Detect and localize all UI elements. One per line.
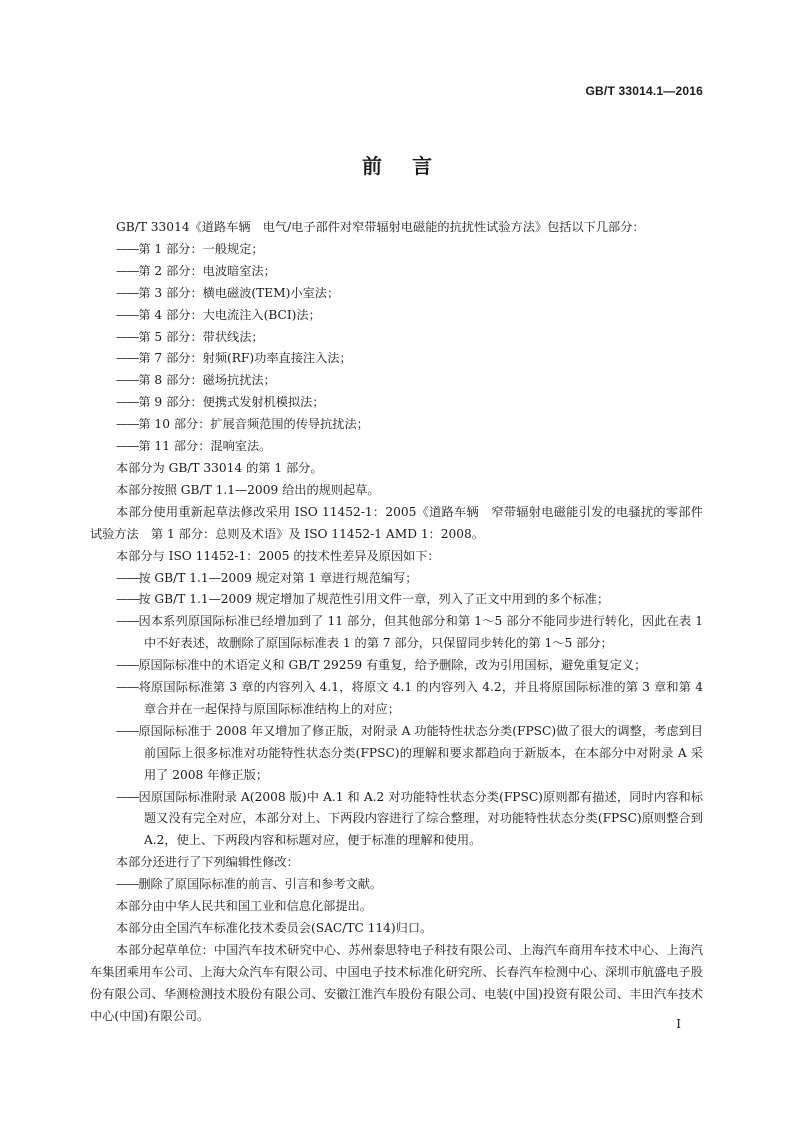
- foreword-body: [90, 217, 703, 1028]
- edits-intro: 本部分还进行了下列编辑性修改：: [116, 855, 299, 870]
- list-item: ——原国际标准中的术语定义和 GB/T 29259 有重复，给予删除，改为引用国标，避免重复定义；: [116, 658, 647, 673]
- page-number: I: [676, 1017, 681, 1031]
- list-item: ——原国际标准于 2008 年又增加了修正版，对附录 A 功能特性状态分类(FPSC)做了很大的调整，考虑到目前国际上很多标准对功能特性状态分类(FPSC)的理解和要求都趋向于新版本，在本部分中对附录 A 采用了 2008 年修正版；: [116, 723, 703, 782]
- list-item: ——第 10 部分：扩展音频范围的传导抗扰法；: [116, 417, 369, 432]
- intro-paragraph: GB/T 33014《道路车辆 电气/电子部件对窄带辐射电磁能的抗扰性试验方法》包括以下几部分：: [116, 220, 645, 234]
- rules-statement: 本部分按照 GB/T 1.1—2009 给出的规则起草。: [116, 482, 380, 497]
- part-statement: 本部分为 GB/T 33014 的第 1 部分。: [116, 460, 323, 475]
- committee-statement: 本部分由全国汽车标准化技术委员会(SAC/TC 114)归口。: [116, 921, 433, 935]
- list-item: ——第 1 部分：一般规定；: [116, 241, 264, 256]
- proposer-statement: 本部分由中华人民共和国工业和信息化部提出。: [116, 899, 372, 914]
- list-item: ——第 3 部分：横电磁波(TEM)小室法；: [116, 285, 340, 300]
- page-title: 前言: [362, 154, 462, 178]
- list-item: ——因本系列原国际标准已经增加到了 11 部分，但其他部分和第 1～5 部分不能同步进行转化，因此在表 1 中不好表述，故删除了原国际标准表 1 的第 7 部分，只保留同步转化的第 1～5 部分；: [116, 614, 703, 651]
- differences-intro: 本部分与 ISO 11452-1：2005 的技术性差异及原因如下：: [116, 548, 440, 563]
- list-item: ——按 GB/T 1.1—2009 规定对第 1 章进行规范编写；: [116, 570, 418, 585]
- drafters-statement: 本部分起草单位：中国汽车技术研究中心、苏州泰思特电子科技有限公司、上海汽车商用车技术中心、上海汽车集团乘用车公司、上海大众汽车有限公司、中国电子技术标准化研究所、长春汽车检测中心、深圳市航盛电子股份有限公司、华测检测技术股份有限公司、安徽江淮汽车股份有限公司、电装(中国)投资有限公司、丰田汽车技术中心(中国)有限公司。: [90, 942, 703, 1023]
- list-item: ——第 2 部分：电波暗室法；: [116, 263, 276, 278]
- document-code: GB/T 33014.1—2016: [585, 84, 703, 98]
- list-item: ——第 11 部分：混响室法。: [116, 439, 272, 454]
- list-item: ——第 4 部分：大电流注入(BCI)法；: [116, 307, 321, 322]
- list-item: ——第 5 部分：带状线法；: [116, 329, 264, 344]
- list-item: ——将原国际标准第 3 章的内容列入 4.1，将原文 4.1 的内容列入 4.2，并且将原国际标准的第 3 章和第 4 章合并在一起保持与原国际标准结构上的对应；: [116, 680, 703, 716]
- list-item: ——第 8 部分：磁场抗扰法；: [116, 373, 276, 388]
- list-item: ——按 GB/T 1.1—2009 规定增加了规范性引用文件一章，列入了正文中用到的多个标准；: [116, 592, 610, 607]
- redraft-statement: 本部分使用重新起草法修改采用 ISO 11452-1：2005《道路车辆 窄带辐射电磁能引发的电骚扰的零部件试验方法 第 1 部分：总则及术语》及 ISO 11452-1 AMD 1：2008。: [90, 504, 703, 541]
- list-item: ——第 7 部分：射频(RF)功率直接注入法；: [116, 351, 352, 366]
- list-item: ——第 9 部分：便携式发射机模拟法；: [116, 395, 325, 410]
- list-item: ——删除了原国际标准的前言、引言和参考文献。: [116, 877, 383, 892]
- list-item: ——因原国际标准附录 A(2008 版)中 A.1 和 A.2 对功能特性状态分类(FPSC)原则都有描述，同时内容和标题又没有完全对应，本部分对上、下两段内容进行了综合整理，对功能特性状态分类(FPSC)原则整合到 A.2，使上、下两段内容和标题对应，便于标准的理解和使用。: [116, 789, 703, 848]
